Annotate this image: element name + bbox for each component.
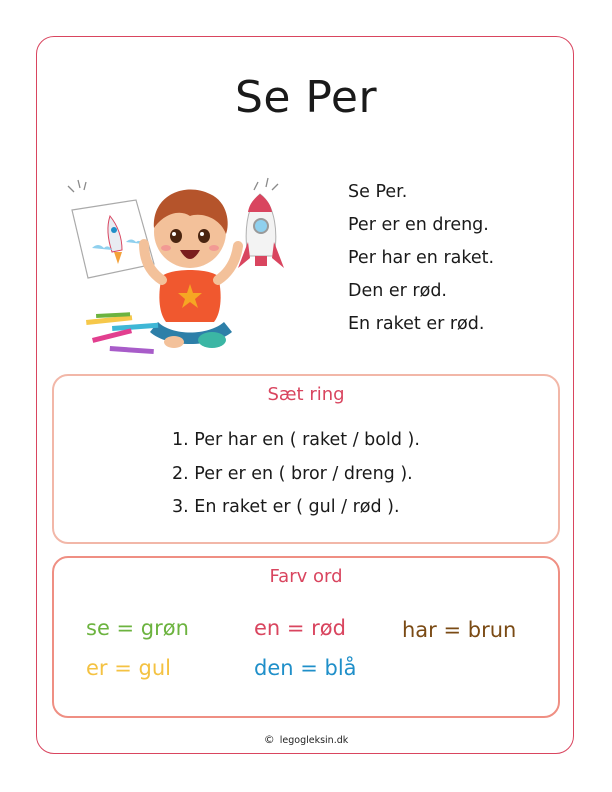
color-word-er: er = gul (86, 656, 171, 680)
story-line: Per er en dreng. (348, 215, 489, 235)
sparkle-lines (68, 178, 278, 192)
colored-pencils (86, 312, 158, 354)
story-line: En raket er rød. (348, 314, 485, 334)
copyright-symbol: © (263, 733, 275, 746)
color-words-heading: Farv ord (269, 566, 343, 587)
circle-exercise-box (52, 374, 560, 544)
exercise-item: 2. Per er en ( bror / dreng ). (172, 463, 413, 484)
circle-exercise-list (172, 424, 420, 525)
color-words-box (52, 556, 560, 718)
toy-rocket (238, 194, 284, 268)
exercise-item: 1. Per har en ( raket / bold ). (172, 430, 420, 450)
boy-with-rocket-illustration (62, 172, 302, 362)
story-line: Se Per. (348, 182, 408, 202)
circle-exercise-heading: Sæt ring (267, 384, 345, 405)
story-line: Per har en raket. (348, 248, 495, 268)
page-title: Se Per (234, 72, 378, 123)
color-word-den: den = blå (254, 656, 357, 680)
color-word-en: en = rød (254, 616, 346, 640)
story-text (348, 176, 494, 341)
story-line: Den er rød. (348, 281, 447, 301)
footer-site: legogleksin.dk (279, 735, 349, 746)
rocket-drawing-paper (72, 200, 154, 278)
color-word-se: se = grøn (86, 616, 189, 640)
exercise-item: 3. En raket er ( gul / rød ). (172, 497, 400, 517)
footer (0, 733, 612, 746)
color-word-har: har = brun (402, 618, 517, 642)
